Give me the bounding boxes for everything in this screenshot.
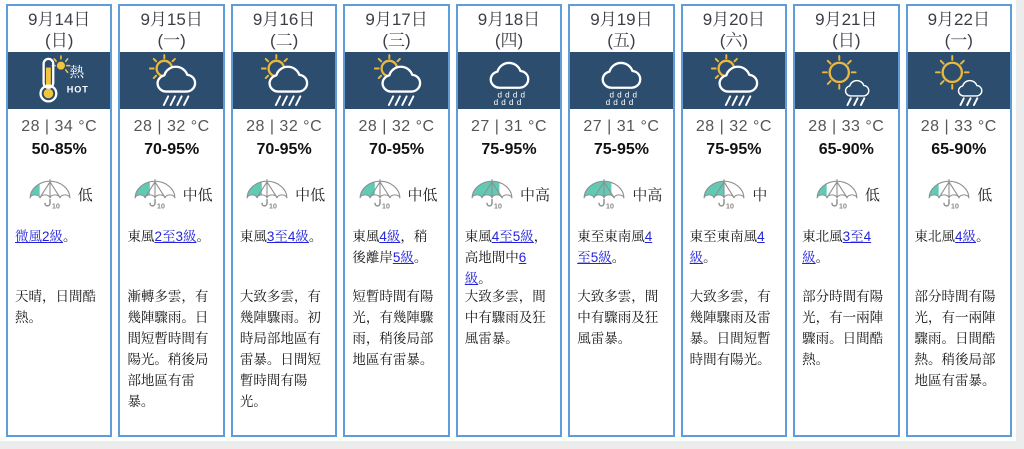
wind-text: ，高地間中 [464, 229, 548, 265]
rain-probability [908, 173, 1010, 215]
rain-probability-label: 中低 [295, 186, 326, 204]
sun-behind-rain-cloud-icon [684, 53, 784, 109]
umbrella-icon [468, 179, 516, 210]
date-header [683, 6, 785, 52]
wind-text: 。 [413, 249, 428, 265]
svg-text:d: d [516, 97, 522, 107]
temperature-range: 28 | 32 °C [246, 118, 323, 135]
wind-forecast [345, 227, 447, 287]
forecast-card-day5 [456, 4, 562, 437]
wind-text: 東至東南風 [689, 229, 758, 244]
weather-description: 大致多雲，有幾陣驟雨及雷暴。日間短暫時間有陽光。 [689, 289, 771, 367]
weather-icon-band [8, 52, 110, 109]
svg-text:d: d [606, 97, 611, 107]
wind-forecast [683, 227, 785, 287]
rain-probability-label: 低 [977, 186, 993, 204]
wind-text: 。 [196, 229, 210, 244]
umbrella-icon [925, 179, 973, 210]
humidity-range: 75-95% [593, 141, 650, 158]
umbrella-icon [26, 179, 74, 210]
svg-text:10: 10 [493, 201, 503, 210]
svg-text:10: 10 [606, 201, 615, 210]
hot-thermometer-icon [9, 53, 109, 109]
humidity-range: 70-95% [368, 141, 425, 158]
rain-probability [233, 173, 335, 215]
wind-text: ，稍後離岸 [352, 229, 428, 265]
rain-probability [570, 173, 672, 215]
svg-text:10: 10 [381, 201, 390, 210]
date-text: 9月14日 [28, 9, 91, 29]
svg-text:d: d [632, 89, 638, 99]
wind-text: 東北風 [914, 229, 956, 244]
rain-probability-label: 中低 [182, 186, 213, 204]
svg-text:10: 10 [268, 201, 278, 210]
wind-text: 。 [478, 270, 492, 286]
wind-text: 東風 [127, 229, 155, 244]
weather-icon-band [233, 52, 335, 109]
sun-behind-rain-cloud-icon [347, 53, 447, 109]
svg-text:d: d [625, 89, 630, 99]
weather-description: 天晴，日間酷熱。 [15, 289, 96, 325]
sun-behind-rain-cloud-icon [234, 53, 334, 109]
weather-description: 短暫時間有陽光，有幾陣驟雨，稍後局部地區有雷暴。 [352, 289, 434, 367]
forecast-card-day9 [906, 4, 1012, 437]
svg-text:d: d [520, 89, 526, 99]
wind-forecast [8, 227, 110, 287]
umbrella-icon [243, 179, 291, 210]
date-header [345, 6, 447, 52]
rain-cloud-icon [459, 53, 559, 109]
rain-probability-label: 低 [864, 186, 880, 204]
wind-speed-link[interactable]: 4級 [379, 229, 401, 244]
svg-text:d: d [508, 97, 514, 107]
forecast-card-day1 [6, 4, 112, 437]
weekday-text: (四) [494, 31, 524, 50]
wind-text: 東風 [352, 229, 380, 244]
date-text: 9月18日 [477, 9, 541, 29]
wind-speed-link[interactable]: 4至5級 [491, 229, 534, 244]
date-text: 9月16日 [252, 9, 316, 29]
rain-probability-label: 中高 [632, 186, 663, 204]
weather-icon-band [458, 52, 560, 109]
forecast-card-day8 [793, 4, 899, 437]
date-header [120, 6, 222, 52]
humidity-range: 70-95% [256, 141, 312, 158]
humidity-range: 50-85% [31, 141, 87, 158]
temperature-range: 28 | 34 °C [21, 118, 98, 135]
rain-probability [795, 173, 897, 215]
wind-forecast [795, 227, 897, 287]
svg-text:d: d [497, 89, 502, 99]
wind-text: 。 [611, 249, 626, 265]
forecast-card-day2 [118, 4, 224, 437]
sun-with-small-rain-cloud-icon [909, 53, 1009, 109]
weekday-text: (六) [719, 31, 749, 50]
wind-speed-link[interactable]: 4級 [955, 229, 977, 244]
svg-text:d: d [617, 89, 623, 99]
wind-forecast [120, 227, 222, 287]
wind-text: 東風 [464, 229, 492, 244]
svg-text:d: d [501, 97, 506, 107]
date-text: 9月19日 [590, 9, 653, 29]
weather-description: 大致多雲，有幾陣驟雨。初時局部地區有雷暴。日間短暫時間有陽光。 [239, 289, 321, 409]
svg-text:d: d [493, 97, 499, 107]
weather-description: 大致多雲，間中有驟雨及狂風雷暴。 [577, 289, 659, 346]
forecast-card-day6 [568, 4, 674, 437]
rain-probability [345, 173, 447, 215]
humidity-range: 65-90% [818, 141, 874, 158]
svg-text:10: 10 [951, 201, 960, 210]
humidity-range: 75-95% [481, 141, 537, 158]
date-header [795, 6, 897, 52]
temperature-range: 28 | 32 °C [133, 118, 210, 135]
svg-text:10: 10 [838, 201, 847, 210]
humidity-range: 75-95% [706, 141, 762, 158]
wind-speed-link[interactable]: 微風2級 [15, 229, 64, 244]
wind-text: 。 [63, 229, 77, 244]
umbrella-icon [813, 179, 861, 210]
weather-icon-band [345, 52, 447, 109]
weather-icon-band [795, 52, 897, 109]
weekday-text: (日) [45, 31, 74, 50]
wind-text: 。 [703, 249, 717, 265]
wind-forecast [570, 227, 672, 287]
svg-text:d: d [629, 97, 634, 107]
weather-icon-band [570, 52, 672, 109]
wind-text: 東風 [239, 229, 267, 244]
wind-speed-link[interactable]: 4級 [689, 229, 765, 265]
svg-text:d: d [512, 89, 518, 99]
wind-speed-link[interactable]: 4至5級 [577, 229, 653, 265]
weekday-text: (日) [832, 31, 861, 50]
svg-text:10: 10 [156, 201, 165, 210]
temperature-range: 27 | 31 °C [583, 118, 660, 135]
wind-speed-link[interactable]: 3至4級 [802, 229, 872, 265]
wind-speed-link[interactable]: 6級 [464, 249, 527, 286]
weather-icon-band [683, 52, 785, 109]
wind-text: 東至東南風 [577, 229, 645, 244]
wind-speed-link[interactable]: 3至4級 [266, 229, 309, 244]
temperature-range: 27 | 31 °C [470, 118, 548, 135]
umbrella-icon [356, 179, 404, 210]
rain-probability-label: 低 [77, 186, 93, 204]
forecast-card-day3 [231, 4, 337, 437]
temperature-range: 28 | 33 °C [808, 118, 885, 135]
svg-text:熱: 熱 [69, 64, 85, 81]
weather-icon-band [120, 52, 222, 109]
date-header [8, 6, 110, 52]
weekday-text: (一) [944, 31, 973, 50]
weekday-text: (三) [382, 31, 411, 50]
temperature-range: 28 | 32 °C [358, 118, 435, 135]
temperature-range: 28 | 32 °C [695, 118, 772, 135]
svg-text:d: d [609, 89, 615, 99]
wind-forecast [908, 227, 1010, 287]
rain-probability-label: 中 [752, 186, 768, 204]
date-header [458, 6, 560, 52]
rain-probability-label: 中低 [407, 186, 438, 204]
weekday-text: (五) [607, 31, 636, 50]
weather-description: 部分時間有陽光，有一兩陣驟雨。日間酷熱。 [802, 289, 884, 367]
rain-probability [458, 173, 560, 215]
rain-cloud-icon [571, 53, 671, 109]
rain-probability [120, 173, 222, 215]
weather-description: 大致多雲，間中有驟雨及狂風雷暴。 [464, 289, 546, 346]
wind-speed-link[interactable]: 5級 [392, 249, 414, 265]
umbrella-icon [580, 179, 628, 210]
date-text: 9月17日 [365, 9, 428, 29]
date-text: 9月21日 [815, 9, 878, 29]
date-text: 9月20日 [702, 9, 766, 29]
weather-description: 部分時間有陽光，有一兩陣驟雨。日間酷熱。稍後局部地區有雷暴。 [914, 289, 996, 388]
wind-text: 。 [815, 249, 830, 265]
date-text: 9月15日 [140, 9, 203, 29]
svg-text:d: d [613, 97, 619, 107]
svg-text:10: 10 [51, 201, 60, 210]
wind-forecast [458, 227, 560, 287]
svg-text:d: d [621, 97, 626, 107]
svg-text:HOT: HOT [66, 84, 90, 95]
weather-description: 漸轉多雲，有幾陣驟雨。日間短暫時間有陽光。稍後局部地區有雷暴。 [127, 289, 209, 409]
svg-text:d: d [505, 89, 510, 99]
date-text: 9月22日 [927, 9, 990, 29]
wind-speed-link[interactable]: 2至3級 [154, 229, 197, 244]
temperature-range: 28 | 33 °C [920, 118, 997, 135]
humidity-range: 65-90% [931, 141, 987, 158]
weekday-text: (一) [157, 31, 186, 50]
sun-behind-rain-cloud-icon [122, 53, 222, 109]
wind-text: 。 [976, 229, 990, 244]
wind-text: 。 [308, 229, 323, 244]
rain-probability-label: 中高 [519, 186, 550, 204]
rain-probability [8, 173, 110, 215]
date-header [233, 6, 335, 52]
forecast-card-day4 [343, 4, 449, 437]
date-header [908, 6, 1010, 52]
sun-with-small-rain-cloud-icon [796, 53, 896, 109]
wind-forecast [233, 227, 335, 287]
forecast-card-day7 [681, 4, 787, 437]
humidity-range: 70-95% [144, 141, 200, 158]
umbrella-icon [700, 179, 748, 210]
umbrella-icon [131, 179, 179, 210]
weather-icon-band [908, 52, 1010, 109]
wind-text: 東北風 [802, 229, 843, 244]
svg-text:10: 10 [726, 201, 735, 210]
weekday-text: (二) [269, 31, 299, 50]
date-header [570, 6, 672, 52]
rain-probability [683, 173, 785, 215]
